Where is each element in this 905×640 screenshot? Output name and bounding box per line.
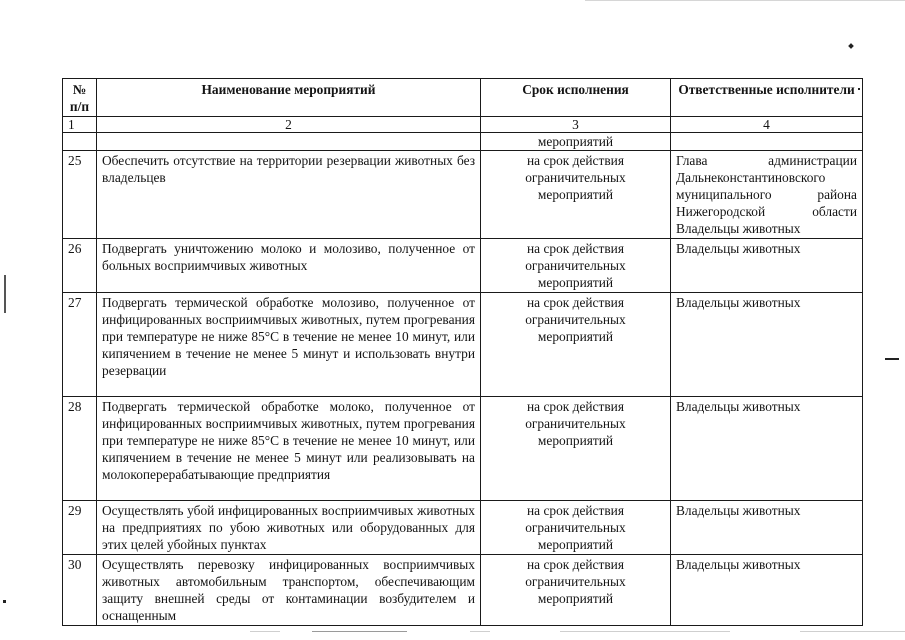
index-cell: 4 (671, 117, 863, 133)
index-cell: 1 (63, 117, 97, 133)
measure-name: Осуществлять убой инфицированных восприимчивых животных на предприятиях по убою животных или оборудованных для этих целей убойных пунктах (97, 501, 481, 555)
table-row (63, 397, 863, 501)
measure-term: на срок действия ограничительных мероприятий (481, 397, 671, 501)
index-cell: 2 (97, 117, 481, 133)
measure-term: на срок действия ограничительных мероприятий (481, 239, 671, 293)
measure-responsible: Владельцы животных (671, 239, 863, 293)
measures-table (62, 78, 863, 626)
scan-artifact-mark (885, 358, 899, 360)
row-number: 28 (63, 397, 97, 501)
row-number: 27 (63, 293, 97, 397)
measure-name: Подвергать термической обработке молоко, полученное от инфицированных восприимчивых животных, путем прогревания при температуре не ниже 85°С в течение не менее 10 минут, или кипячением в течение не менее 5 минут или реализовывать на молокоперерабатывающие предприятия (97, 397, 481, 501)
header-number: № п/п (63, 79, 97, 117)
header-responsible: Ответственные исполнители (671, 79, 863, 117)
measure-responsible: Глава администрации Дальнеконстантиновского муниципального района Нижегородской области Владельцы животных (671, 151, 863, 239)
measure-responsible: Владельцы животных (671, 555, 863, 626)
measure-name: Осуществлять перевозку инфицированных восприимчивых животных автомобильным транспортом, обеспечивающим защиту внешней среды от контаминации возбудителем и оснащенным (97, 555, 481, 626)
measure-responsible: Владельцы животных (671, 397, 863, 501)
scan-artifact-line (312, 631, 407, 632)
scan-artifact-line (800, 631, 905, 632)
measure-name: Обеспечить отсутствие на территории резервации животных без владельцев (97, 151, 481, 239)
row-number: 30 (63, 555, 97, 626)
row-number: 29 (63, 501, 97, 555)
row-number: 25 (63, 151, 97, 239)
index-cell: 3 (481, 117, 671, 133)
measure-term: на срок действия ограничительных мероприятий (481, 293, 671, 397)
scan-artifact-mark (848, 43, 854, 49)
measure-name (97, 133, 481, 151)
header-name: Наименование мероприятий (97, 79, 481, 117)
measure-responsible: Владельцы животных (671, 293, 863, 397)
scan-artifact-mark (4, 275, 6, 313)
measure-term: на срок действия ограничительных мероприятий (481, 501, 671, 555)
row-number: 26 (63, 239, 97, 293)
scan-artifact-line (470, 631, 490, 632)
column-index-row (63, 117, 863, 133)
table-header-row (63, 79, 863, 117)
measure-term: мероприятий (481, 133, 671, 151)
table-row (63, 501, 863, 555)
scan-artifact-line (560, 631, 730, 632)
carry-over-row (63, 133, 863, 151)
measure-term: на срок действия ограничительных мероприятий (481, 555, 671, 626)
table-row (63, 239, 863, 293)
measure-name: Подвергать уничтожению молоко и молозиво, полученное от больных восприимчивых животных (97, 239, 481, 293)
measure-name: Подвергать термической обработке молозиво, полученное от инфицированных восприимчивых животных, путем прогревания при температуре не ниже 85°С в течение не менее 10 минут, или кипячением в течение не менее 5 минут и использовать внутри резервации (97, 293, 481, 397)
measure-term: на срок действия ограничительных мероприятий (481, 151, 671, 239)
scan-artifact-line (585, 0, 905, 1)
table-row (63, 293, 863, 397)
table-row (63, 151, 863, 239)
row-number (63, 133, 97, 151)
measure-responsible: Владельцы животных (671, 501, 863, 555)
measure-responsible (671, 133, 863, 151)
table-row (63, 555, 863, 626)
scan-artifact-mark (3, 600, 6, 603)
header-term: Срок исполнения (481, 79, 671, 117)
scan-artifact-line (250, 631, 280, 632)
